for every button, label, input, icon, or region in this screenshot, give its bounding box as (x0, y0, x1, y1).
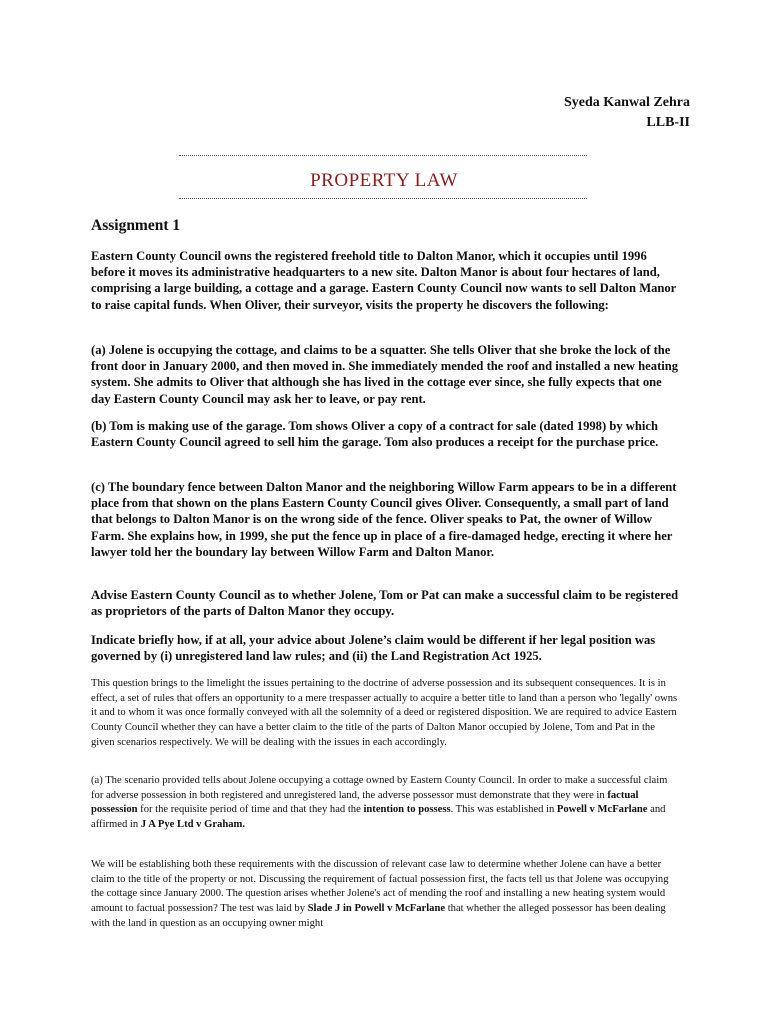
text-run: . This was established in (450, 804, 557, 816)
author-block (564, 93, 690, 133)
term-intention-to-possess: intention to possess (363, 804, 451, 816)
case-slade-j-powell: Slade J in Powell v McFarlane (307, 903, 446, 915)
text-run: for the requisite period of time and that they had the (137, 804, 364, 816)
text-run: We will be establishing both these requirements with the discussion of relevant case law to determine whether Jolene can have a better claim to the title of the property or not. Discussing the requirement of factual possession first, the facts tell us that Jolene was occupying the cottage since January 2000. The question arises whether Jolene's act of mending the roof and installing a new heating system would amount to factual possession? The test was laid by (91, 859, 669, 915)
text-run: that whether the alleged possessor has been dealing with the land in question as an occupying owner might (91, 903, 666, 929)
bottom-divider (179, 198, 587, 199)
text-run: (a) The scenario provided tells about Jolene occupying a cottage owned by Eastern County Council. In order to make a successful claim for adverse possession in both registered and unregistered land, the adverse possessor must demonstrate that they were in (91, 775, 668, 801)
question-part-a: (a) Jolene is occupying the cottage, and claims to be a squatter. She tells Oliver that she broke the lock of the front door in January 2000, and then moved in. She immediately mended the roof and installed a new heating system. She admits to Oliver that although she has lived in the cottage ever since, she fully expects that one day Eastern County Council may ask her to leave, or pay rent. (91, 343, 679, 406)
case-powell-v-mcfarlane: Powell v McFarlane (556, 804, 648, 816)
program-label: LLB-II (646, 115, 690, 130)
question-part-c: (c) The boundary fence between Dalton Manor and the neighboring Willow Farm appears to be in a different place from that shown on the plans Eastern County Council gives Oliver. Consequently, a small part of land that belongs to Dalton Manor is on the wrong side of the fence. Oliver speaks to Pat, the owner of Willow Farm. She explains how, in 1999, she put the fence up in place of a fire-damaged hedge, erecting it where her lawyer told her the boundary lay between Willow Farm and Dalton Manor. (91, 480, 677, 559)
question-advise: Advise Eastern County Council as to whether Jolene, Tom or Pat can make a successful claim to be registered as proprietors of the parts of Dalton Manor they occupy. (91, 588, 679, 619)
question-intro: Eastern County Council owns the registered freehold title to Dalton Manor, which it occupies until 1996 before it moves its administrative headquarters to a new site. Dalton Manor is about four hectares of land, comprising a large building, a cottage and a garage. Eastern County Council now wants to sell Dalton Manor to raise capital funds. When Oliver, their surveyor, visits the property he discovers the following: (91, 249, 677, 312)
answer-paragraph-b (91, 858, 681, 932)
answer-intro: This question brings to the limelight the issues pertaining to the doctrine of adverse possession and its subsequent consequences. It is in effect, a set of rules that offers an opportunity to a mere trespasser actually to acquire a better title to land than a person who 'legally' owns it and to whom it was once formally conveyed with all the solemnity of a deed or registered disposition. We are required to advice Eastern County Council whether they can have a better claim to the title of the parts of Dalton Manor occupied by Jolene, Tom and Pat in the given scenarios respectively. We will be dealing with the issues in each accordingly. (91, 678, 678, 748)
term-factual-possession: factual possession (91, 789, 639, 816)
answer-paragraph-a (91, 774, 681, 833)
page-title: PROPERTY LAW (310, 170, 458, 191)
top-divider (179, 155, 587, 156)
question-part-b: (b) Tom is making use of the garage. Tom shows Oliver a copy of a contract for sale (dated 1998) by which Eastern County Council agreed to sell him the garage. Tom also produces a receipt for the purchase price. (91, 419, 659, 450)
text-run: and affirmed in (91, 804, 666, 831)
assignment-heading: Assignment 1 (91, 217, 181, 234)
case-ja-pye-v-graham: J A Pye Ltd v Graham. (140, 819, 246, 831)
question-indicate: Indicate briefly how, if at all, your advice about Jolene’s claim would be different if her legal position was governed by (i) unregistered land law rules; and (ii) the Land Registration Act 1925. (91, 633, 656, 664)
author-name: Syeda Kanwal Zehra (563, 95, 690, 110)
